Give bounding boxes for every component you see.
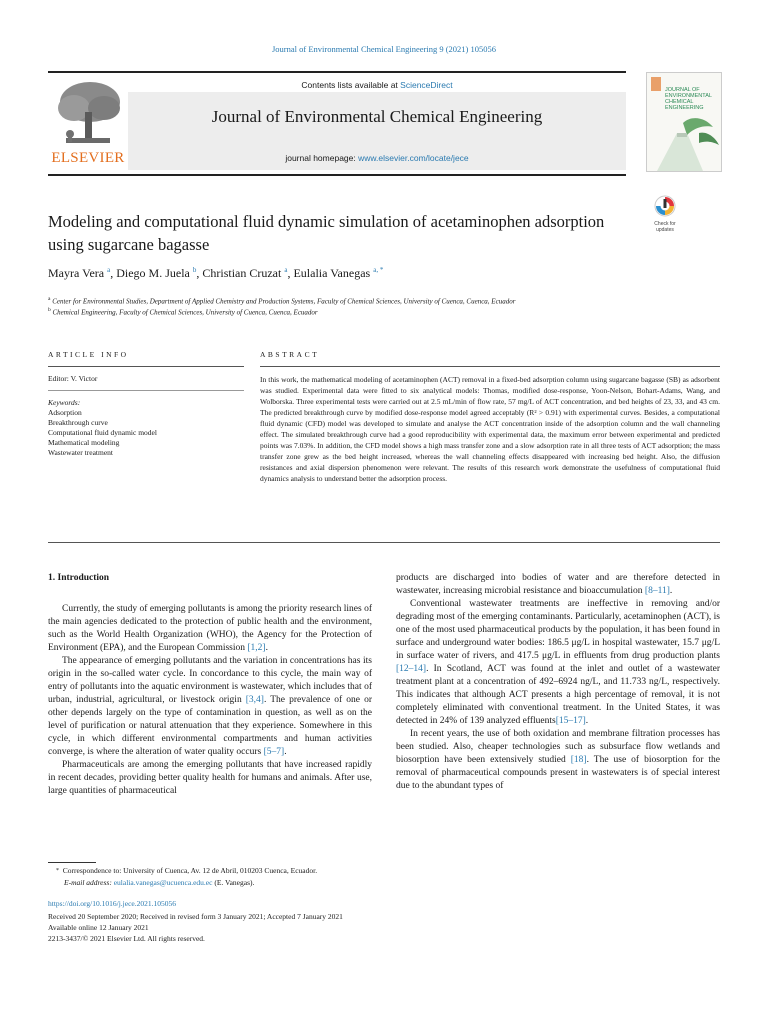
author-name[interactable]: Christian Cruzat xyxy=(202,266,282,280)
keyword-item: Adsorption xyxy=(48,408,82,417)
paragraph-text: . In Scotland, ACT was found at the inlet and outlet of a wastewater treatment plant at a concentration of 492–6924 ng/L, and 11.733 ng/L, respectively. This indicates that although ACT presents a high percentage of removal, it is not completely eliminated with conventional treatment. In the United States, it was detected in 24% of 139 analyzed effluents xyxy=(396,664,720,726)
affiliation-mark: b xyxy=(48,307,51,313)
article-info-rule xyxy=(48,366,244,367)
abstract-heading: ABSTRACT xyxy=(260,350,320,359)
paragraph-text: Conventional wastewater treatments are ineffective in removing and/or degrading most of the emerging contaminants. Particularly, acetaminophen (ACT), is one of the most used pharmaceutical products by the population, it has been found in surface and underground water bodies: 186.5 μg/L in hospital wastewater, 15.7 μg/L in surface water of rivers, and 417.5 μg/L in effluents from drug production plants xyxy=(396,599,720,661)
citation-link[interactable]: [3,4] xyxy=(245,695,264,705)
available-online: Available online 12 January 2021 xyxy=(48,923,149,932)
paragraph-text: products are discharged into bodies of water and are therefore detected in wastewater, increasing microbial resistance and bioaccumulation xyxy=(396,573,720,596)
author-name[interactable]: Diego M. Juela xyxy=(116,266,190,280)
body-paragraph xyxy=(396,572,720,598)
check-for-updates-badge[interactable] xyxy=(648,195,682,231)
paragraph-text: . The prevalence of one or other depends largely on the type of contamination in question, as well as on the level of purification or natural attenuation that they experience. Somewhere in this cycle, in which different environmental compartments and human activities converge, is where the alteration of water quality occurs xyxy=(48,695,372,757)
homepage-link[interactable]: www.elsevier.com/locate/jece xyxy=(358,153,469,163)
paragraph-text: . xyxy=(585,716,589,726)
citation-link[interactable]: [8–11] xyxy=(644,586,670,596)
email-label: E-mail address: xyxy=(64,878,112,887)
paragraph-text: Currently, the study of emerging pollutants is among the priority research lines of the main agencies dedicated to the protection of public health and the environment, such as the World Health Organization (WHO), the Agency for the Protection of Environment (EPA), and the European Commission xyxy=(48,604,372,653)
paragraph-text: . The use of biosorption for the removal of pharmaceutical compounds present in wastewaters is of special interest due to the abundant types of xyxy=(396,755,720,791)
paragraph-text: . xyxy=(669,586,673,596)
abstract-text: In this work, the mathematical modeling of acetaminophen (ACT) removal in a fixed-bed adsorption column using sugarcane bagasse (SB) as adsorbent was studied. Experimental data were fitted to six analytical models: Thomas, modified dose-response, Yoon-Nelson, Bohart-Adams, Wang, and Wolborska. Three experimental tests were carried out at 2.5 mL/min of flow rate, 57 mg/L of ACT concentration, and bed heights of 23, 33, and 43 cm. The predicted breakthrough curve by modified dose-response model agreed acceptably (R² > 0.91) with experimental curves. Besides, a computational fluid dynamic (CFD) model was developed to simulate and analyse the ACT concentration inside of the adsorption column and the wall channeling effect. The simulated breakthrough curve had a good reproducibility with experimental data, the maximum error between experimental and predicted points was 7.03%. In addition, the CFD model shows a high mass transfer zone and a slow adsorption rate in all three tests of ACT adsorption; the mass transfer zone grew as the bed height increased, whereas the wall channeling effects disappeared with increasing bed height. Also, the diffusion resistances and axial dispersion phenomenon were relevant. The results of this research work demonstrate the usefulness of computational fluid dynamics analysis to understand better the adsorption process. xyxy=(260,375,720,483)
correspondence-text: Correspondence to: University of Cuenca, Av. 12 de Abril, 010203 Cuenca, Ecuador. xyxy=(62,866,318,875)
cover-title: JOURNAL OF ENVIRONMENTAL CHEMICAL ENGINEERING xyxy=(665,87,712,111)
cover-logo xyxy=(651,77,661,91)
affiliation-text: Chemical Engineering, Faculty of Chemical Sciences, University of Cuenca, Cuenca, Ecuador xyxy=(52,308,318,317)
keyword-item: Wastewater treatment xyxy=(48,448,113,457)
author-name[interactable]: Eulalia Vanegas xyxy=(293,266,371,280)
affiliation-a xyxy=(48,296,515,305)
crossmark-icon xyxy=(654,195,676,217)
header-top-rule xyxy=(48,71,626,73)
cover-image xyxy=(647,113,721,171)
footnote-rule xyxy=(48,862,96,863)
affiliation-b xyxy=(48,307,318,316)
author-affiliation-mark[interactable]: a xyxy=(107,266,111,274)
doi-link[interactable]: https://doi.org/10.1016/j.jece.2021.105056 xyxy=(48,899,176,908)
paragraph-text: The appearance of emerging pollutants and the variation in concentrations has its origin in the so-called water cycle. In concordance to this cycle, the main way of entry of pollutants into the aquatic environment is wastewater, which includes that of urban, industrial, agricultural, or livestock origin xyxy=(48,656,372,705)
journal-cover-thumbnail[interactable] xyxy=(646,72,722,172)
body-left-column xyxy=(48,572,372,798)
author-name[interactable]: Mayra Vera xyxy=(48,266,105,280)
body-separator-rule xyxy=(48,542,720,543)
footnote-asterisk: * xyxy=(56,868,59,874)
affiliation-mark: a xyxy=(48,296,51,302)
email-link[interactable]: eulalia.vanegas@ucuenca.edu.ec xyxy=(113,878,213,887)
citation-link[interactable]: [15–17] xyxy=(555,716,586,726)
keyword-item: Breakthrough curve xyxy=(48,418,108,427)
body-right-column xyxy=(396,572,720,793)
homepage-prefix: journal homepage: xyxy=(285,153,359,163)
body-paragraph xyxy=(48,759,372,798)
citation-link[interactable]: [1,2] xyxy=(247,643,266,653)
publisher-name: ELSEVIER xyxy=(51,150,125,166)
journal-title: Journal of Environmental Chemical Engineering xyxy=(211,107,543,126)
editor-rule xyxy=(48,390,244,391)
body-paragraph xyxy=(396,728,720,793)
author-affiliation-mark[interactable]: b xyxy=(192,266,197,274)
elsevier-tree-logo xyxy=(52,78,124,150)
sciencedirect-link[interactable]: ScienceDirect xyxy=(400,80,453,90)
keywords-label: Keywords: xyxy=(48,398,81,407)
citation-link[interactable]: [12–14] xyxy=(396,664,427,674)
email-suffix: (E. Vanegas). xyxy=(212,878,255,887)
article-title: Modeling and computational fluid dynamic simulation of acetaminophen adsorption using sugarcane bagasse xyxy=(48,212,605,254)
author-affiliation-mark[interactable]: a xyxy=(284,266,288,274)
email-footnote xyxy=(64,878,254,889)
author-affiliation-mark[interactable]: a, * xyxy=(373,266,384,274)
citation-link[interactable]: [5–7] xyxy=(263,747,285,757)
copyright: 2213-3437/© 2021 Elsevier Ltd. All rights reserved. xyxy=(48,934,205,943)
editor-line: Editor: V. Victor xyxy=(48,374,98,383)
paragraph-text: Pharmaceuticals are among the emerging pollutants that have increased rapidly in recent decades, providing better quality health for humans and animals. After use, large quantities of pharmaceutical xyxy=(48,760,372,796)
contents-line xyxy=(128,80,626,90)
affiliation-text: Center for Environmental Studies, Department of Applied Chemistry and Production Systems, Faculty of Chemical Sciences, University of Cuenca, Cuenca, Ecuador xyxy=(52,297,516,306)
contents-prefix: Contents lists available at xyxy=(301,80,401,90)
header-bottom-rule xyxy=(48,174,626,176)
journal-citation[interactable]: Journal of Environmental Chemical Engineering 9 (2021) 105056 xyxy=(271,44,497,54)
keywords-block xyxy=(48,398,157,458)
correspondence-footnote xyxy=(56,866,317,877)
body-paragraph xyxy=(396,598,720,728)
article-info-heading: ARTICLE INFO xyxy=(48,350,129,359)
paragraph-text: In recent years, the use of both oxidation and membrane filtration processes has been studied. Also, cheaper technologies such as subsurface flow wetlands and biosorption have been extensively studied xyxy=(396,729,720,765)
keyword-item: Computational fluid dynamic model xyxy=(48,428,157,437)
abstract-rule xyxy=(260,366,720,367)
author-list: Mayra Vera $^a$, Diego M. Juela $^b$, Christian Cruzat $^a$, Eulalia Vanegas $^{a, *}$ xyxy=(48,266,384,280)
journal-homepage xyxy=(128,153,626,163)
body-paragraph xyxy=(48,603,372,655)
citation-link[interactable]: [18] xyxy=(570,755,587,765)
paragraph-text: . xyxy=(265,643,268,653)
paragraph-text: . xyxy=(284,747,287,757)
received-dates: Received 20 September 2020; Received in revised form 3 January 2021; Accepted 7 January 2021 xyxy=(48,912,343,921)
crossmark-label: Check for updates xyxy=(654,221,676,233)
body-paragraph xyxy=(48,655,372,759)
keyword-item: Mathematical modeling xyxy=(48,438,120,447)
section-heading-introduction: 1. Introduction xyxy=(48,573,110,583)
